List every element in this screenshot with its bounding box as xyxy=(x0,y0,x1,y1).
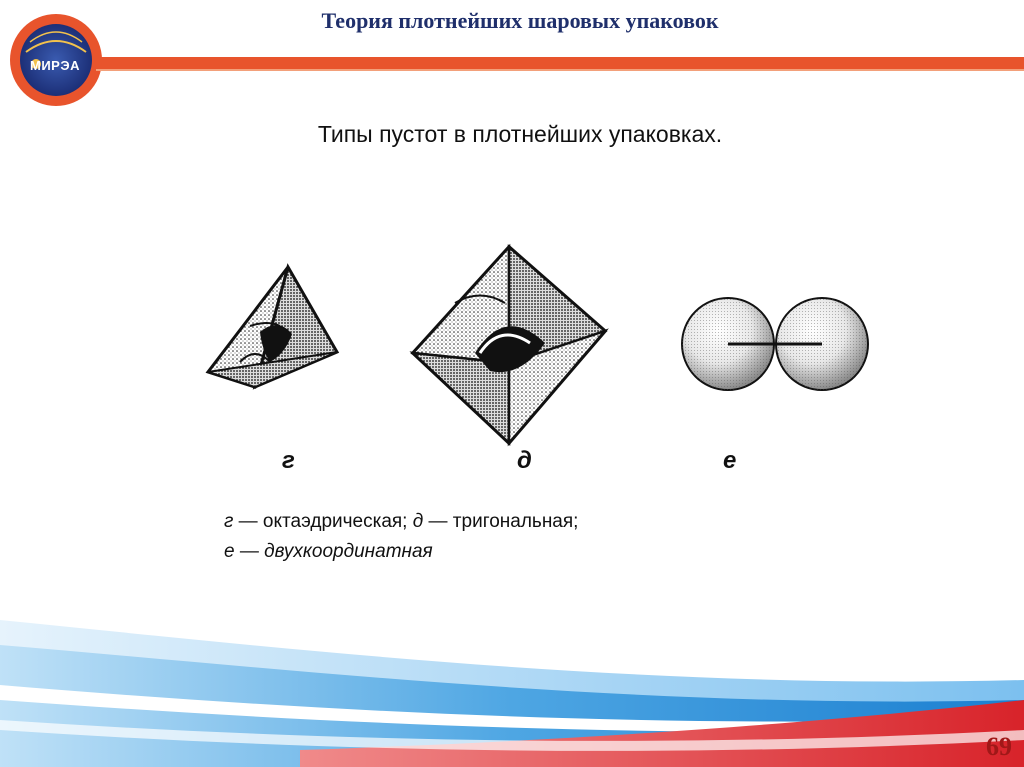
figure-label-d: д xyxy=(517,447,532,474)
caption-text-octahedral: — октаэдрическая; xyxy=(233,511,413,532)
caption-letter-e: е xyxy=(224,541,235,562)
caption-letter-d: д xyxy=(412,511,424,532)
caption-line-1 xyxy=(224,507,578,537)
figure-label-e: е xyxy=(723,447,737,474)
figure-octahedral-void xyxy=(200,262,345,407)
figure-trigonal-void xyxy=(405,243,613,448)
slide-subtitle: Типы пустот в плотнейших упаковках. xyxy=(317,121,723,147)
caption-text-two-coordinate: двухкоординатная xyxy=(264,541,433,562)
figure-two-coordinate-void xyxy=(678,292,876,397)
caption-text-trigonal: — тригональная; xyxy=(423,511,579,532)
header-accent-bar xyxy=(96,57,1024,69)
figure-label-g: г xyxy=(282,447,295,474)
figure-caption xyxy=(224,507,578,567)
caption-line-2 xyxy=(224,537,578,567)
page-number: 69 xyxy=(986,732,1012,761)
logo-text: МИРЭА xyxy=(30,58,80,73)
caption-dash: — xyxy=(234,541,265,562)
caption-letter-g: г xyxy=(224,511,234,532)
footer-waves xyxy=(0,600,1024,767)
page-title: Теория плотнейших шаровых упаковок xyxy=(321,8,719,33)
